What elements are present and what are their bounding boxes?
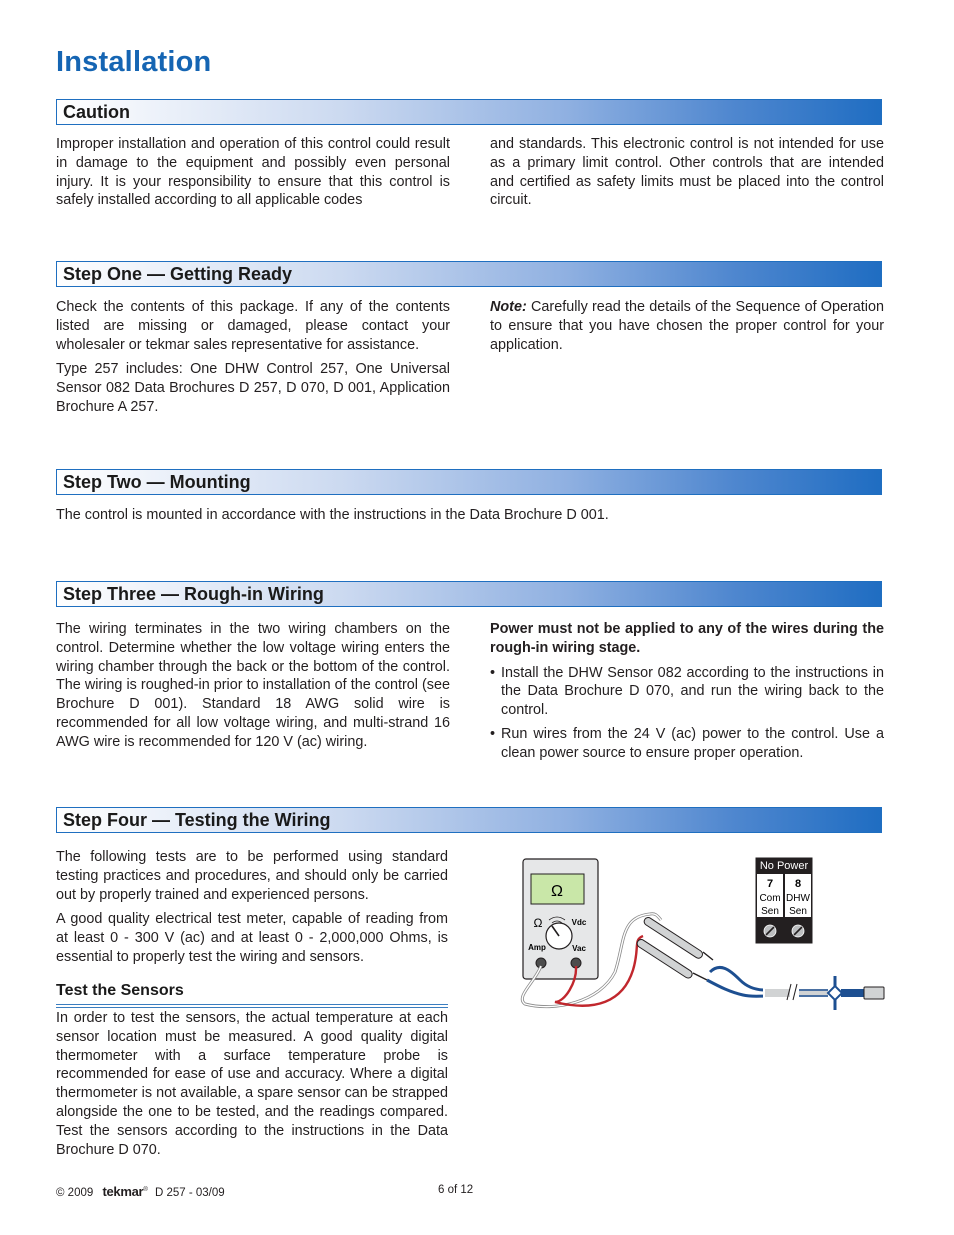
caution-left-text: Improper installation and operation of this control could result in damage to the equipment and possibly even personal injury. It is your responsibility to ensure that this control is safely installed according to all applicable codes — [56, 136, 450, 209]
footer-page-number: 6 of 12 — [438, 1184, 474, 1196]
step-three-text: The wiring terminates in the two wiring chambers on the control. Determine whether the low voltage wiring enters the wiring chamber through the back or the bottom of the control. The wiring is roughed-in prior to installation of the control (see Brochure D 001). Standard 18 AWG solid wire is recommended for all low voltage wiring, and multi-strand 16 AWG wire is recommended for 120 V (ac) wiring. — [56, 621, 450, 750]
test-sensors-text: In order to test the sensors, the actual temperature at each sensor location must be measured. A good quality digital thermometer with a surface temperature probe is recommended for ease of use and accuracy. Where a digital thermometer is not available, a spare sensor can be strapped alongside the one to be tested, and the readings compared. Test the sensors according to the instructions in the Data Brochure D 070. — [56, 1010, 448, 1158]
note-text: Carefully read the details of the Sequence of Operation to ensure that you have chosen the proper control for your application. — [490, 299, 884, 353]
dial-ohm-label: Ω — [533, 916, 543, 930]
page-title: Installation — [56, 46, 212, 78]
terminal-8-number: 8 — [794, 878, 802, 890]
terminal-7-label-1: Com — [759, 893, 781, 904]
step-one-left-column — [56, 298, 450, 423]
caution-heading: Caution — [63, 102, 130, 122]
dial-vdc-label: Vdc — [571, 918, 587, 927]
terminal-8-label-1: DHW — [786, 893, 810, 904]
step-one-note — [490, 298, 884, 360]
tekmar-logo: tekmar — [102, 1184, 144, 1199]
caution-header — [56, 99, 882, 125]
rough-in-bullets — [490, 664, 884, 763]
step-one-includes-text: Type 257 includes: One DHW Control 257, One Universal Sensor 082 Data Brochures D 257, D 070, D 001, Application Brochure A 257. — [56, 361, 450, 415]
terminal-7-screw — [764, 925, 776, 937]
terminal-7-label-2: Sen — [761, 906, 779, 917]
footer-copyright: © 2009 — [56, 1187, 94, 1199]
step-one-heading: Step One — Getting Ready — [63, 264, 293, 284]
dial-amp-label: Amp — [528, 943, 546, 952]
step-two-text: The control is mounted in accordance with the instructions in the Data Brochure D 001. — [56, 507, 609, 523]
step-three-right-column — [490, 620, 884, 768]
sensor-082 — [828, 976, 884, 1010]
step-two-heading: Step Two — Mounting — [63, 472, 251, 492]
display-ohm-symbol: Ω — [551, 883, 563, 900]
terminal-8-label-2: Sen — [789, 906, 807, 917]
step-four-header — [56, 807, 882, 833]
probe-lower — [636, 938, 707, 980]
step-four-meter-text: A good quality electrical test meter, capable of reading from at least 0 - 300 V (ac) and at least 0 - 2,000,000 Ohms, is essential to properly test the wiring and sensors. — [56, 911, 448, 965]
step-three-header — [56, 581, 882, 607]
step-three-heading: Step Three — Rough-in Wiring — [63, 584, 324, 604]
caution-left-column — [56, 135, 450, 216]
note-label: Note: — [490, 299, 527, 315]
step-one-contents-text: Check the contents of this package. If any of the contents listed are missing or damaged, please contact your wholesaler or tekmar sales representative for assistance. — [56, 299, 450, 353]
footer-doc-number: D 257 - 03/09 — [154, 1187, 225, 1199]
terminal-block — [755, 857, 813, 945]
bullet-item: • Install the DHW Sensor 082 according to the instructions in the Data Brochure D 070, and run the wiring back to the control. — [490, 664, 884, 720]
step-one-header — [56, 261, 882, 287]
test-sensors-column — [56, 1009, 448, 1165]
footer-left: © 2009 tekmar® D 257 - 03/09 — [56, 1184, 225, 1199]
test-sensors-heading: Test the Sensors — [56, 982, 448, 1005]
caution-right-text: and standards. This electronic control is not intended for use as a primary limit control. Other controls that are intended and certified as safety limits must be placed into the control circuit. — [490, 136, 884, 209]
terminal-7-number: 7 — [766, 878, 774, 890]
dial-vac-label: Vac — [572, 944, 586, 953]
sensor-test-diagram — [515, 852, 890, 1022]
no-power-label: No Power — [759, 860, 809, 872]
bullet-item: • Run wires from the 24 V (ac) power to the control. Use a clean power source to ensure proper operation. — [490, 725, 884, 763]
step-four-tests-text: The following tests are to be performed using standard testing practices and procedures, and should only be carried out by properly trained and experienced persons. — [56, 849, 448, 903]
step-four-heading: Step Four — Testing the Wiring — [63, 810, 331, 830]
step-four-left-column — [56, 848, 448, 973]
step-two-header — [56, 469, 882, 495]
power-warning: Power must not be applied to any of the wires during the rough-in wiring stage. — [490, 621, 884, 656]
step-three-left-column — [56, 620, 450, 758]
caution-right-column — [490, 135, 884, 216]
terminal-8-screw — [792, 925, 804, 937]
